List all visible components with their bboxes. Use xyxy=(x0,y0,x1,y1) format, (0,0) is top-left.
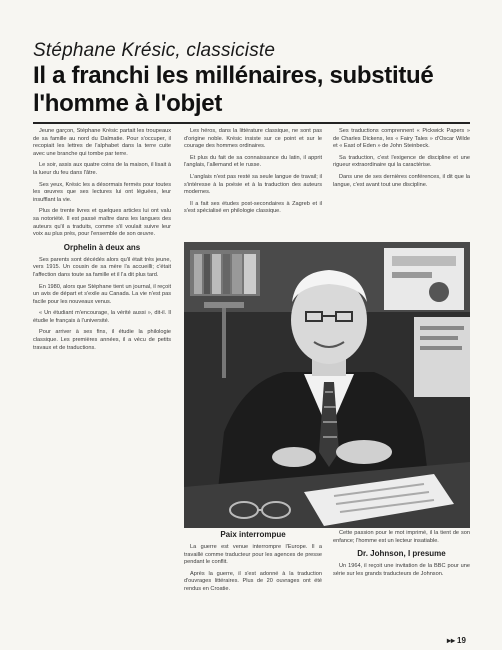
article-kicker: Stéphane Krésic, classiciste xyxy=(33,40,276,61)
paragraph: Cette passion pour le mot imprimé, il la tient de son enfance; l'homme est un lecteur insatiable. xyxy=(333,530,470,544)
subheading-orphan: Orphelin à deux ans xyxy=(63,242,141,252)
paragraph: Ses traductions comprennent « Pickwick Papers » de Charles Dickens, les « Fairy Tales » d'Oscar Wilde et « East of Eden » de John Steinbeck. xyxy=(333,128,470,150)
page-number xyxy=(447,636,466,645)
paragraph: Le soir, assis aux quatre coins de la maison, il lisait à la lueur du feu dans l'âtre. xyxy=(33,162,171,176)
paragraph: Dans une de ses dernières conférences, il dit que la langue, c'est avant tout une discipline. xyxy=(333,173,470,188)
paragraph: Un 1964, il reçoit une invitation de la BBC pour une série sur les grands traducteurs de Johnson. xyxy=(333,563,470,577)
arrow-icon: ▸▸ xyxy=(447,636,456,645)
article-column-2-bottom xyxy=(184,530,322,635)
headline-rule xyxy=(33,122,470,124)
article-column-3 xyxy=(333,128,470,213)
article-column-2 xyxy=(184,128,322,243)
paragraph: Après la guerre, il s'est adonné à la traduction d'ouvrages littéraires. Plus de 20 ouvrages ont été rendus en Croatie. xyxy=(184,570,322,592)
paragraph: L'anglais n'est pas resté sa seule langue de travail; il s'intéresse à la poésie et à la traduction des auteurs modernes. xyxy=(184,173,322,196)
article-headline: Il a franchi les millénaires, substitué l'homme à l'objet xyxy=(33,62,434,117)
paragraph: En 1980, alors que Stéphane tient un journal, il reçoit un avis de départ et s'exile au Canada. La vie n'est pas facile pour les nouveaux venus. xyxy=(33,283,171,305)
paragraph: « Un étudiant m'encourage, la vérité aussi », dit-il. Il étudie le français à l'université. xyxy=(33,310,171,324)
subheading-johnson: Dr. Johnson, I presume xyxy=(357,549,446,559)
paragraph: Pour arriver à ses fins, il étudie la philologie classique. Les premières années, il a vécu de petits travaux et de traductions. xyxy=(33,329,171,351)
article-column-1 xyxy=(33,128,171,598)
paragraph: Et plus du fait de sa connaissance du latin, il apprit l'anglais, l'allemand et le russe. xyxy=(184,154,322,169)
paragraph: Plus de trente livres et quelques articles lui ont valu sa notoriété. Il est passé maître dans les langues des auteurs qu'il a traduits, comme s'il voulait suivre leur voix au plus près, pour l'ensemble de son œuvre. xyxy=(33,208,171,238)
paragraph: Jeune garçon, Stéphane Krésic partait les troupeaux de sa famille au nord du Dalmatie. Pour s'occuper, il recopiait les lettres de l'alphabet dans la terre cuite avec une branche qui tombe par terre. xyxy=(33,128,171,157)
paragraph: Ses yeux, Krésic les a désormais fermés pour toutes les œuvres que ses lectures lui ont léguées, leur insufflant la vie. xyxy=(33,181,171,203)
paragraph: Il a fait ses études post-secondaires à Zagreb et il s'est spécialisé en philologie classique. xyxy=(184,200,322,215)
portrait-photo xyxy=(184,242,470,528)
article-column-3-bottom xyxy=(333,530,470,635)
portrait-illustration xyxy=(184,242,470,528)
paragraph: Les héros, dans la littérature classique, ne sont pas d'origine noble. Krésic insiste sur ce point et sur le courage des hommes ordinaires. xyxy=(184,128,322,150)
paragraph: Sa traduction, c'est l'exigence de discipline et une rigueur extraordinaire qui la caractérise. xyxy=(333,154,470,169)
page-number-value: 19 xyxy=(457,636,466,645)
subheading-peace: Paix interrompue xyxy=(220,530,286,539)
paragraph: Ses parents sont décédés alors qu'il était très jeune, vers 1915. Un cousin de sa mère l'a accueilli; c'était l'affection dans toute sa famille et il l'a dit plus tard. xyxy=(33,256,171,278)
paragraph: La guerre est venue interrompre l'Europe. Il a travaillé comme traducteur pour les agences de presse pendant le conflit. xyxy=(184,544,322,566)
